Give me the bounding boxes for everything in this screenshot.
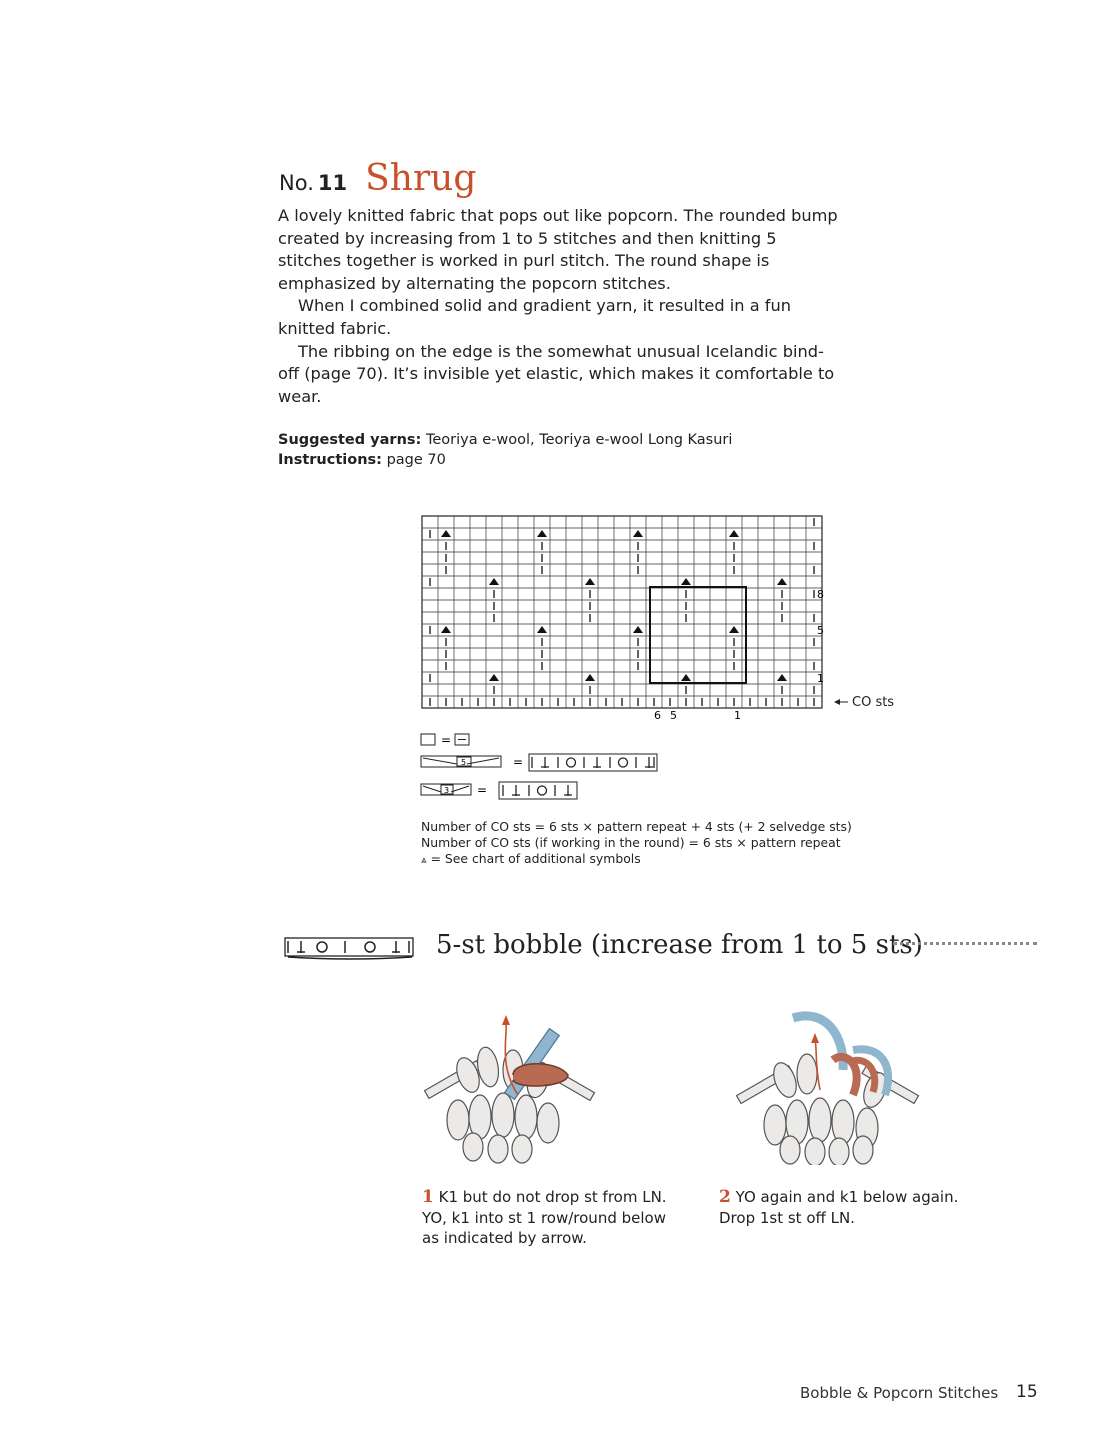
yarn-value: Teoriya e-wool, Teoriya e-wool Long Kasuri [425, 432, 733, 448]
instructions-label: Instructions: [278, 452, 382, 468]
svg-text:5: 5 [461, 758, 467, 767]
step-2-illustration [735, 1010, 925, 1165]
intro-text [278, 205, 838, 408]
intro-paragraph-1: A lovely knitted fabric that pops out like popcorn. The rounded bump created by increasing from 1 to 5 stitches and then knitting 5 stitches together is worked in purl stitch. The round shape is emphasized by alternating the popcorn stitches. [278, 206, 838, 293]
step-1-number: 1 [422, 1187, 434, 1207]
row-number-8: 8 [817, 588, 824, 601]
chart-grid [422, 516, 822, 708]
step-1-illustration [418, 1005, 603, 1165]
pattern-meta [278, 430, 732, 470]
pattern-no-label: No. [279, 171, 314, 195]
step-1-text: K1 but do not drop st from LN. YO, k1 into st 1 row/round below as indicated by arrow. [422, 1188, 667, 1247]
step-2 [719, 1187, 979, 1228]
step-2-text: YO again and k1 below again. Drop 1st st off LN. [719, 1188, 959, 1227]
step-2-number: 2 [719, 1187, 731, 1207]
heading-dots [893, 942, 1037, 945]
key-bobble-5 [421, 754, 657, 771]
svg-text:=: = [513, 755, 524, 769]
yarn-label: Suggested yarns: [278, 432, 422, 448]
intro-paragraph-3: The ribbing on the edge is the somewhat unusual Icelandic bind-off (page 70). It’s invisible yet elastic, which makes it comfortable to wear. [278, 341, 835, 406]
intro-paragraph-2: When I combined solid and gradient yarn, it resulted in a fun knitted fabric. [278, 296, 791, 338]
key-bobble-3 [421, 782, 577, 799]
note-line-2: Number of CO sts (if working in the round) = 6 sts × pattern repeat [421, 835, 841, 851]
instructions-value: page 70 [386, 452, 446, 468]
bobble-symbol-icon [284, 937, 416, 961]
row-number-1: 1 [817, 672, 824, 685]
svg-text:=: = [477, 783, 488, 797]
note-line-3: = See chart of additional symbols [430, 851, 641, 867]
note-line-1: Number of CO sts = 6 sts × pattern repeat + 4 sts (+ 2 selvedge sts) [421, 819, 852, 834]
step-1 [422, 1187, 682, 1249]
pattern-number: 11 [317, 171, 348, 195]
page-number: 15 [1016, 1382, 1038, 1402]
note-line-3-row [421, 851, 852, 869]
svg-text:3: 3 [444, 786, 450, 795]
pattern-title-row [279, 158, 476, 199]
pattern-title: Shrug [365, 158, 477, 199]
footer-section-title: Bobble & Popcorn Stitches [800, 1384, 999, 1402]
popcorn-symbol-icon: ⩓ [421, 855, 427, 867]
col-number-1: 1 [734, 709, 741, 722]
row-number-5: 5 [817, 624, 824, 637]
key-purl [421, 733, 469, 747]
co-arrow-head [834, 699, 840, 705]
svg-text:=: = [441, 733, 452, 747]
knitting-chart [418, 512, 848, 812]
col-number-6: 6 [654, 709, 661, 722]
chart-notes [421, 819, 852, 870]
bobble-heading: 5-st bobble (increase from 1 to 5 sts) [436, 930, 923, 960]
repeat-box [650, 587, 746, 683]
col-number-5: 5 [670, 709, 677, 722]
co-sts-label: CO sts [852, 695, 895, 710]
